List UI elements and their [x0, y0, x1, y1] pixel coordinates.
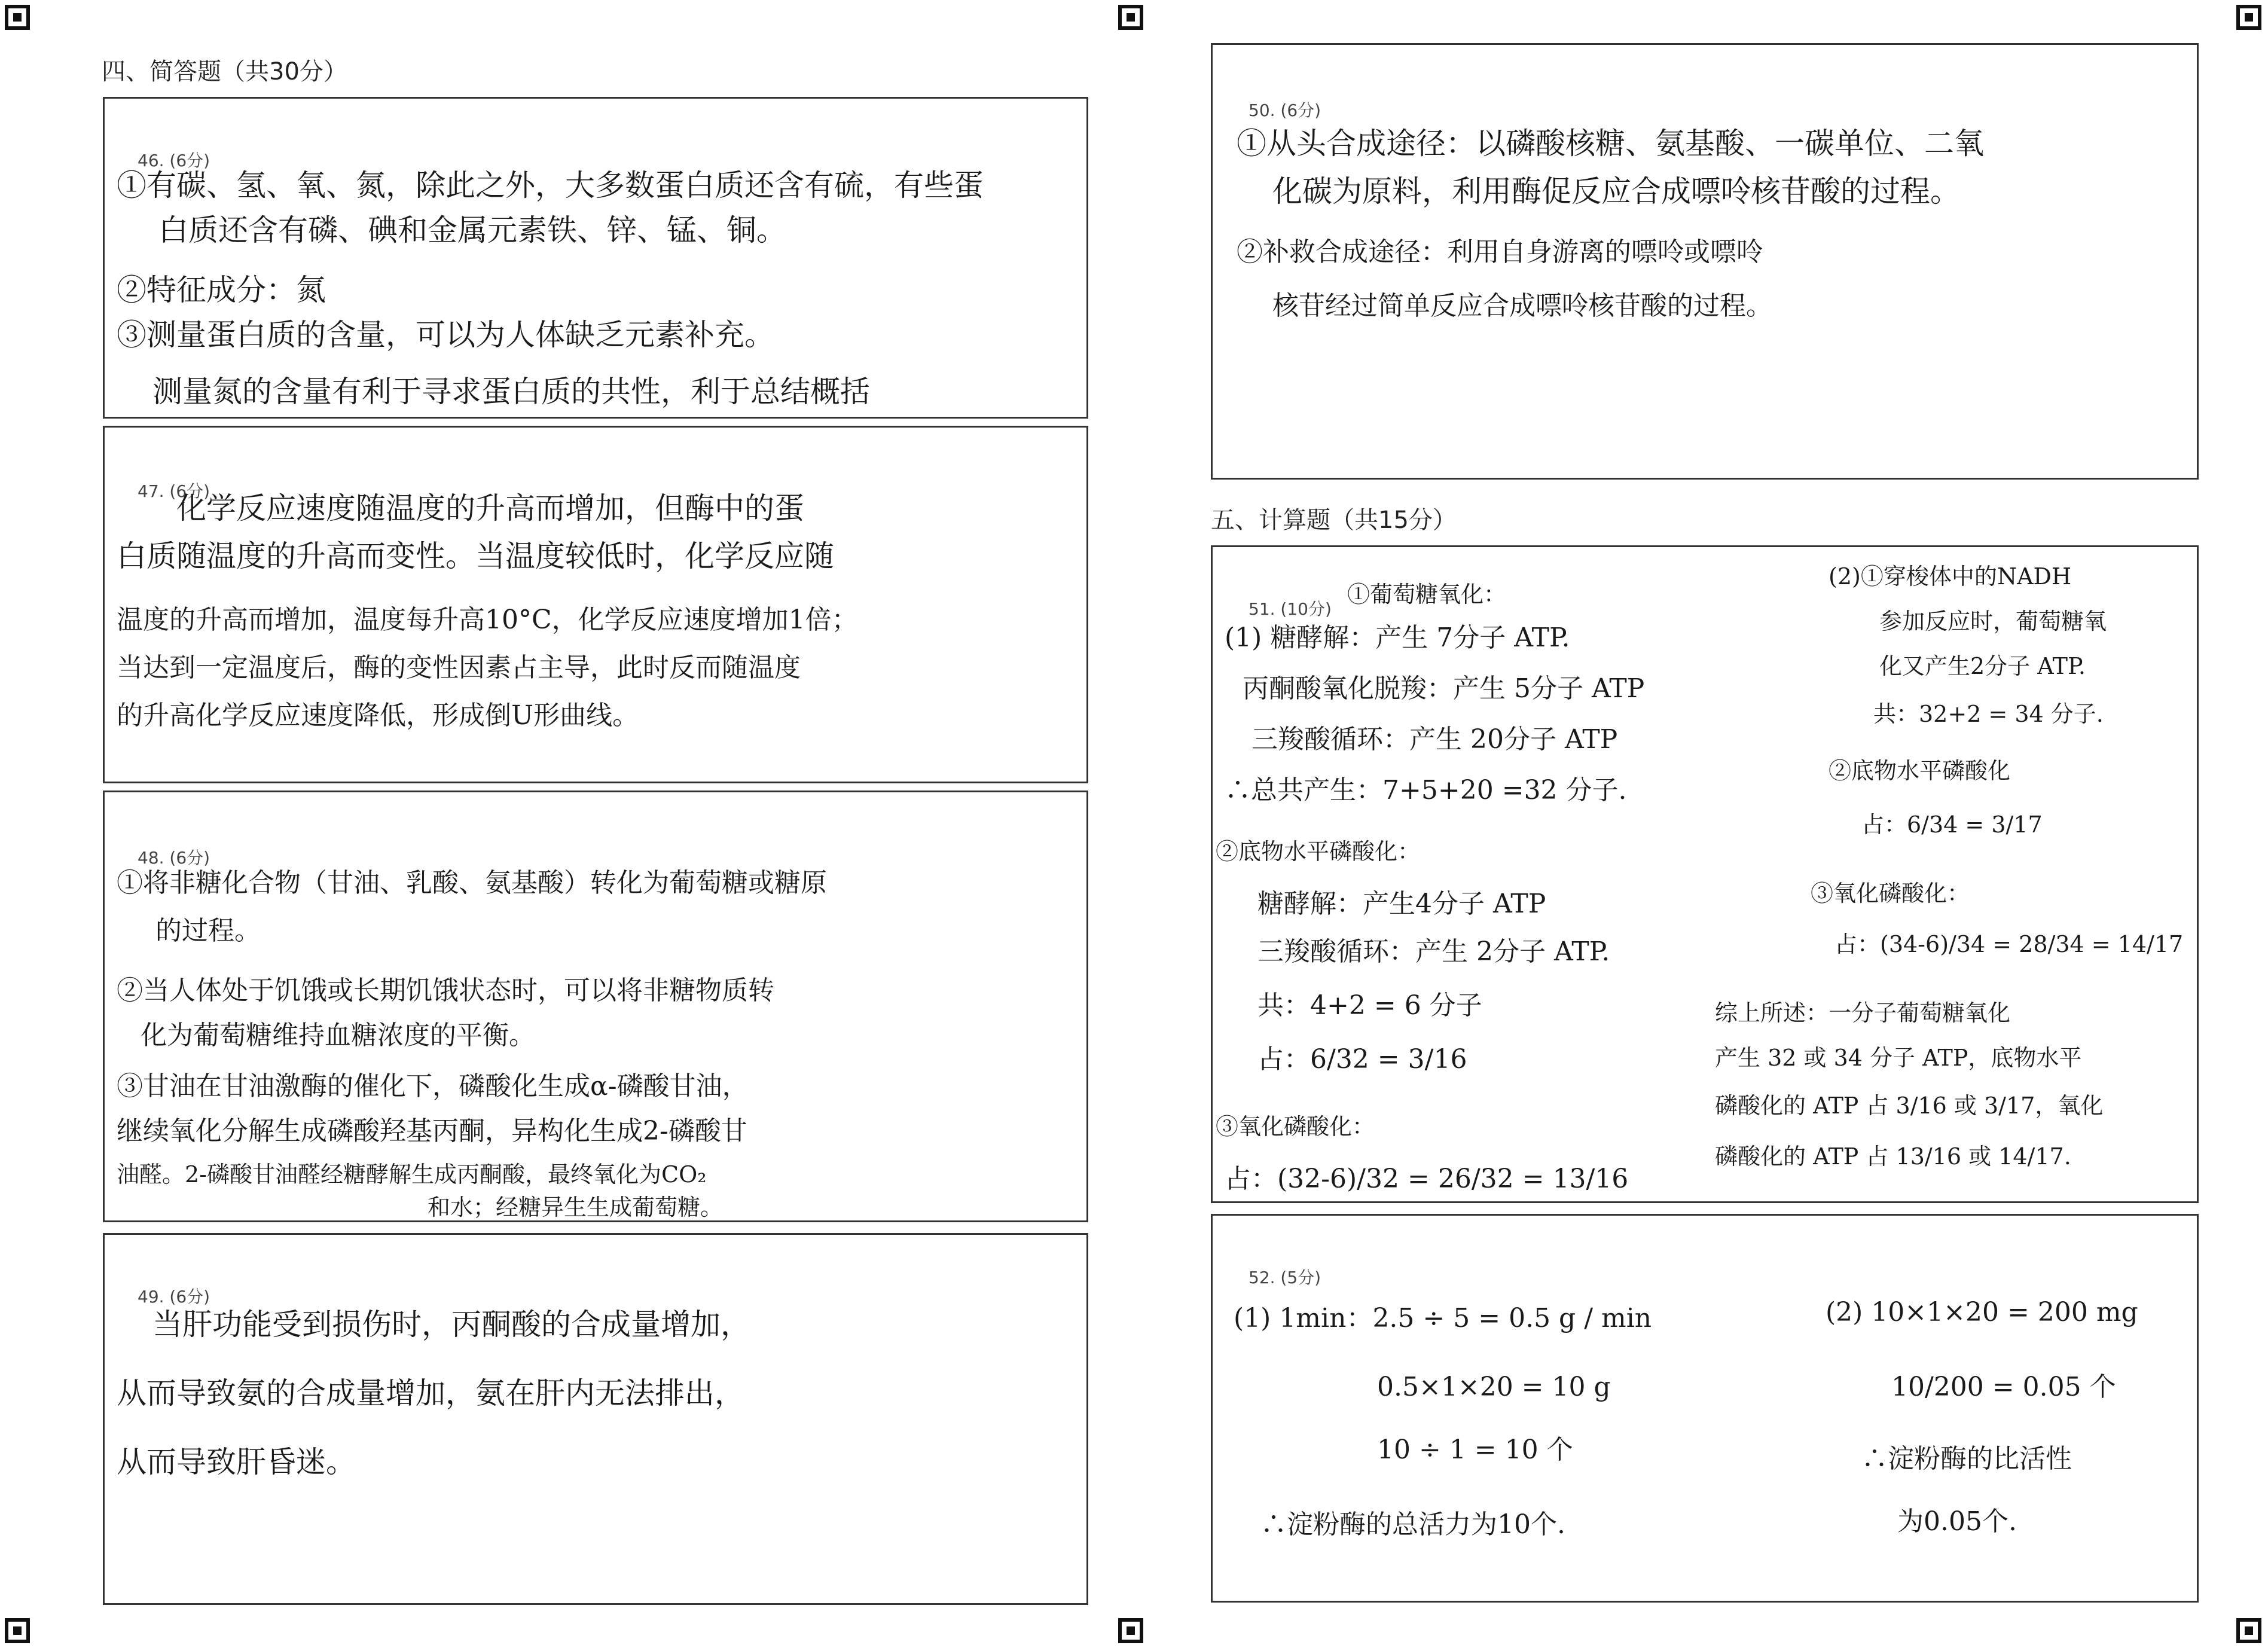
question-label: 46. (6分)	[138, 151, 210, 170]
answer-line: ③氧化磷酸化：	[1811, 880, 1970, 907]
answer-line: 化碳为原料，利用酶促反应合成嘌呤核苷酸的过程。	[1272, 174, 1960, 209]
answer-line: ②补救合成途径：利用自身游离的嘌呤或嘌呤	[1237, 237, 1763, 267]
answer-line: 从而导致肝昏迷。	[117, 1445, 356, 1479]
answer-line: 当肝功能受到损伤时，丙酮酸的合成量增加，	[152, 1307, 750, 1342]
answer-line: ②底物水平磷酸化：	[1216, 838, 1421, 865]
section-title-calculation: 五、计算题（共15分）	[1211, 506, 1457, 534]
answer-line: 占：(32-6)/32 = 26/32 = 13/16	[1225, 1164, 1629, 1194]
answer-line: ③甘油在甘油激酶的催化下，磷酸化生成α-磷酸甘油，	[117, 1071, 749, 1101]
answer-line: ①从头合成途径：以磷酸核糖、氨基酸、一碳单位、二氧	[1237, 126, 1984, 161]
question-label: 47. (6分)	[138, 481, 210, 501]
answer-line: ∴总共产生：7+5+20 =32 分子.	[1225, 775, 1627, 805]
answer-line: ①葡萄糖氧化：	[1347, 581, 1507, 608]
answer-line: 为0.05个.	[1897, 1506, 2017, 1537]
question-label: 48. (6分)	[138, 848, 210, 868]
registration-marker-bottom-center	[1118, 1618, 1143, 1643]
answer-line: 10/200 = 0.05 个	[1891, 1372, 2116, 1402]
answer-line: ①有碳、氢、氧、氮，除此之外，大多数蛋白质还含有硫，有些蛋	[117, 168, 984, 203]
answer-line: (1) 糖酵解：产生 7分子 ATP.	[1225, 622, 1570, 653]
answer-line: (1) 1min：2.5 ÷ 5 = 0.5 g / min	[1234, 1303, 1652, 1333]
answer-line: ③测量蛋白质的含量，可以为人体缺乏元素补充。	[117, 318, 774, 352]
answer-line: 占：(34-6)/34 = 28/34 = 14/17	[1834, 931, 2184, 957]
registration-marker-bottom-left	[5, 1618, 30, 1643]
registration-marker-bottom-right	[2236, 1618, 2261, 1643]
answer-line: 核苷经过简单反应合成嘌呤核苷酸的过程。	[1272, 291, 1772, 321]
answer-line: ②底物水平磷酸化	[1829, 758, 2011, 784]
answer-line: 温度的升高而增加，温度每升高10°C，化学反应速度增加1倍；	[117, 605, 858, 635]
answer-line: 综上所述：一分子葡萄糖氧化	[1715, 1000, 2011, 1026]
answer-line: 化为葡萄糖维持血糖浓度的平衡。	[141, 1020, 535, 1051]
answer-box-q46	[103, 97, 1088, 419]
answer-line: (2) 10×1×20 = 200 mg	[1826, 1297, 2138, 1327]
answer-line: 参加反应时，葡萄糖氧	[1879, 608, 2107, 634]
answer-line: 油醛。2-磷酸甘油醛经糖酵解生成丙酮酸，最终氧化为CO₂	[117, 1161, 707, 1188]
answer-line: 和水；经糖异生生成葡萄糖。	[428, 1194, 724, 1220]
answer-line: 白质随温度的升高而变性。当温度较低时，化学反应随	[117, 539, 834, 573]
registration-marker-top-left	[5, 5, 30, 30]
answer-box-q48	[103, 791, 1088, 1222]
answer-line: 三羧酸循环：产生 2分子 ATP.	[1257, 936, 1610, 967]
question-label: 52. (5分)	[1249, 1268, 1321, 1287]
answer-line: 产生 32 或 34 分子 ATP，底物水平	[1715, 1045, 2082, 1071]
answer-line: 三羧酸循环：产生 20分子 ATP	[1251, 724, 1618, 755]
answer-line: 的升高化学反应速度降低，形成倒U形曲线。	[117, 700, 639, 731]
answer-line: 占：6/32 = 3/16	[1257, 1044, 1467, 1075]
answer-line: ②当人体处于饥饿或长期饥饿状态时，可以将非糖物质转	[117, 975, 774, 1006]
answer-box-q50	[1211, 43, 2199, 480]
answer-box-q52	[1211, 1214, 2199, 1603]
section-title-short-answer: 四、简答题（共30分）	[102, 58, 347, 86]
answer-line: 共：4+2 = 6 分子	[1257, 990, 1482, 1021]
answer-line: 测量氮的含量有利于寻求蛋白质的共性，利于总结概括	[152, 374, 870, 409]
answer-box-q49	[103, 1233, 1088, 1605]
answer-line: 化又产生2分子 ATP.	[1879, 653, 2086, 679]
question-label: 50. (6分)	[1249, 100, 1321, 120]
registration-marker-top-center	[1118, 5, 1143, 30]
answer-line: 化学反应速度随温度的升高而增加，但酶中的蛋	[176, 491, 804, 526]
answer-line: 继续氧化分解生成磷酸羟基丙酮，异构化生成2-磷酸甘	[117, 1116, 747, 1146]
answer-line: 白质还含有磷、碘和金属元素铁、锌、锰、铜。	[158, 213, 786, 248]
answer-line: ③氧化磷酸化：	[1216, 1113, 1375, 1140]
answer-line: 0.5×1×20 = 10 g	[1377, 1372, 1611, 1402]
answer-line: ①将非糖化合物（甘油、乳酸、氨基酸）转化为葡萄糖或糖原	[117, 868, 827, 898]
answer-line: 磷酸化的 ATP 占 13/16 或 14/17.	[1715, 1143, 2071, 1170]
answer-line: 的过程。	[155, 915, 261, 946]
answer-line: 糖酵解：产生4分子 ATP	[1257, 889, 1546, 919]
answer-line: ∴淀粉酶的总活力为10个.	[1260, 1509, 1565, 1540]
answer-line: 占：6/34 = 3/17	[1861, 811, 2043, 838]
question-label: 49. (6分)	[138, 1287, 210, 1307]
answer-line: 当达到一定温度后，酶的变性因素占主导，此时反而随温度	[117, 652, 801, 683]
answer-line: 从而导致氨的合成量增加，氨在肝内无法排出，	[117, 1376, 744, 1411]
answer-line: 磷酸化的 ATP 占 3/16 或 3/17，氧化	[1715, 1092, 2104, 1119]
question-label: 51. (10分)	[1249, 599, 1332, 619]
answer-line: 共：32+2 = 34 分子.	[1873, 701, 2104, 727]
answer-box-q51	[1211, 545, 2199, 1203]
answer-line: ②特征成分：氮	[117, 273, 326, 307]
registration-marker-top-right	[2236, 5, 2261, 30]
answer-line: (2)①穿梭体中的NADH	[1829, 563, 2072, 590]
answer-box-q47	[103, 426, 1088, 783]
answer-line: 10 ÷ 1 = 10 个	[1377, 1435, 1573, 1465]
answer-line: ∴淀粉酶的比活性	[1861, 1443, 2072, 1474]
answer-line: 丙酮酸氧化脱羧：产生 5分子 ATP	[1243, 673, 1645, 704]
